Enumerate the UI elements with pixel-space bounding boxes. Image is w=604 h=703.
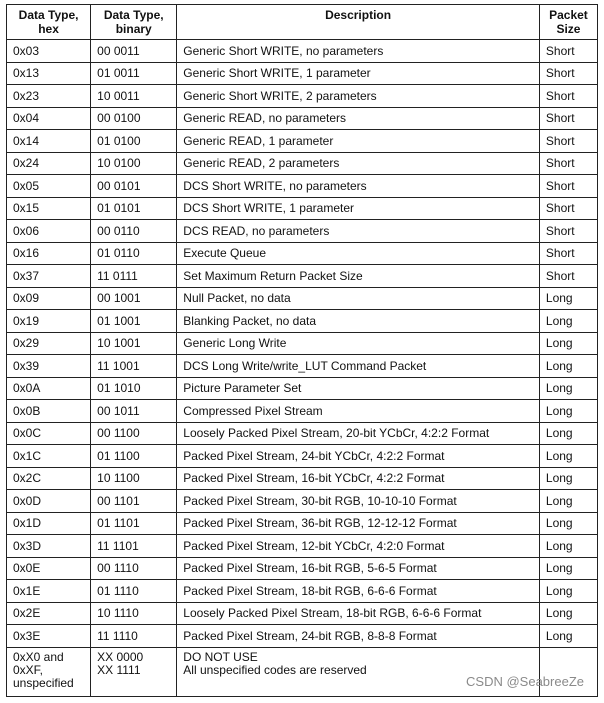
cell-packet-size: Long (539, 445, 597, 468)
cell-description: Packed Pixel Stream, 16-bit RGB, 5-6-5 Format (177, 557, 540, 580)
cell-hex: 0xX0 and 0xXF, unspecified (7, 647, 91, 696)
table-row (7, 422, 598, 445)
cell-binary: 01 1110 (91, 580, 177, 603)
cell-description: Loosely Packed Pixel Stream, 18-bit RGB, 6-6-6 Format (177, 602, 540, 625)
table-row (7, 40, 598, 63)
cell-hex: 0x0D (7, 490, 91, 513)
table-row (7, 602, 598, 625)
cell-binary: 00 1100 (91, 422, 177, 445)
cell-binary: 11 1001 (91, 355, 177, 378)
cell-description: DO NOT USE All unspecified codes are reserved (177, 647, 540, 696)
cell-hex: 0x0C (7, 422, 91, 445)
cell-hex: 0x2C (7, 467, 91, 490)
cell-hex: 0x0B (7, 400, 91, 423)
cell-binary: 00 0101 (91, 175, 177, 198)
cell-hex: 0x1D (7, 512, 91, 535)
cell-hex: 0x29 (7, 332, 91, 355)
cell-description: Generic Short WRITE, 2 parameters (177, 85, 540, 108)
cell-binary: 00 0011 (91, 40, 177, 63)
cell-description: Packed Pixel Stream, 12-bit YCbCr, 4:2:0 Format (177, 535, 540, 558)
cell-packet-size: Long (539, 287, 597, 310)
cell-hex: 0x06 (7, 220, 91, 243)
cell-description: DCS Short WRITE, 1 parameter (177, 197, 540, 220)
cell-packet-size: Short (539, 197, 597, 220)
cell-description: Packed Pixel Stream, 18-bit RGB, 6-6-6 Format (177, 580, 540, 603)
table-row (7, 220, 598, 243)
cell-binary: 01 1100 (91, 445, 177, 468)
cell-binary: 00 1001 (91, 287, 177, 310)
cell-hex: 0x0A (7, 377, 91, 400)
cell-description: Compressed Pixel Stream (177, 400, 540, 423)
cell-description: Packed Pixel Stream, 30-bit RGB, 10-10-10 Format (177, 490, 540, 513)
header-binary: Data Type, binary (91, 5, 177, 40)
cell-binary: 11 1110 (91, 625, 177, 648)
cell-packet-size: Short (539, 107, 597, 130)
table-row (7, 490, 598, 513)
cell-binary: 10 0100 (91, 152, 177, 175)
cell-binary: 00 1101 (91, 490, 177, 513)
cell-packet-size: Long (539, 602, 597, 625)
cell-description: DCS Long Write/write_LUT Command Packet (177, 355, 540, 378)
cell-binary: 01 0110 (91, 242, 177, 265)
table-row (7, 535, 598, 558)
header-hex: Data Type, hex (7, 5, 91, 40)
cell-packet-size: Short (539, 265, 597, 288)
cell-description: Loosely Packed Pixel Stream, 20-bit YCbCr, 4:2:2 Format (177, 422, 540, 445)
header-packet-size: Packet Size (539, 5, 597, 40)
cell-hex: 0x37 (7, 265, 91, 288)
cell-hex: 0x3E (7, 625, 91, 648)
cell-hex: 0x24 (7, 152, 91, 175)
table-row (7, 175, 598, 198)
cell-hex: 0x15 (7, 197, 91, 220)
cell-hex: 0x05 (7, 175, 91, 198)
table-row (7, 107, 598, 130)
cell-binary: 01 1010 (91, 377, 177, 400)
cell-description: Packed Pixel Stream, 36-bit RGB, 12-12-12 Format (177, 512, 540, 535)
cell-packet-size: Short (539, 220, 597, 243)
table-row (7, 580, 598, 603)
cell-packet-size: Long (539, 535, 597, 558)
cell-description: Execute Queue (177, 242, 540, 265)
cell-hex: 0x14 (7, 130, 91, 153)
cell-packet-size: Short (539, 242, 597, 265)
cell-description: Generic READ, 2 parameters (177, 152, 540, 175)
cell-packet-size: Short (539, 40, 597, 63)
cell-binary: 01 1101 (91, 512, 177, 535)
cell-packet-size: Short (539, 175, 597, 198)
cell-packet-size: Short (539, 85, 597, 108)
table-row (7, 242, 598, 265)
cell-binary: 01 0100 (91, 130, 177, 153)
table-row (7, 130, 598, 153)
table-header-row (7, 5, 598, 40)
cell-description: DCS Short WRITE, no parameters (177, 175, 540, 198)
cell-binary: 10 1100 (91, 467, 177, 490)
table-row (7, 625, 598, 648)
cell-binary: 10 1001 (91, 332, 177, 355)
cell-binary: 00 1011 (91, 400, 177, 423)
cell-description: Picture Parameter Set (177, 377, 540, 400)
cell-description: Generic Short WRITE, no parameters (177, 40, 540, 63)
cell-hex: 0x13 (7, 62, 91, 85)
cell-packet-size: Long (539, 422, 597, 445)
watermark-text: CSDN @SeabreeZe (466, 674, 584, 689)
cell-hex: 0x19 (7, 310, 91, 333)
header-description: Description (177, 5, 540, 40)
cell-packet-size: Long (539, 490, 597, 513)
table-row (7, 355, 598, 378)
table-row (7, 310, 598, 333)
cell-binary: 11 0111 (91, 265, 177, 288)
cell-hex: 0x0E (7, 557, 91, 580)
cell-binary: 11 1101 (91, 535, 177, 558)
cell-hex: 0x04 (7, 107, 91, 130)
table-row (7, 467, 598, 490)
cell-binary: 10 0011 (91, 85, 177, 108)
cell-binary: 01 0101 (91, 197, 177, 220)
cell-binary: 01 0011 (91, 62, 177, 85)
table-body (7, 40, 598, 697)
cell-packet-size: Short (539, 62, 597, 85)
cell-hex: 0x09 (7, 287, 91, 310)
table-row (7, 85, 598, 108)
cell-description: Packed Pixel Stream, 24-bit YCbCr, 4:2:2 Format (177, 445, 540, 468)
cell-packet-size: Long (539, 467, 597, 490)
cell-description: Generic READ, no parameters (177, 107, 540, 130)
cell-description: Packed Pixel Stream, 24-bit RGB, 8-8-8 Format (177, 625, 540, 648)
cell-binary: 10 1110 (91, 602, 177, 625)
cell-packet-size: Long (539, 332, 597, 355)
cell-packet-size: Long (539, 400, 597, 423)
table-row (7, 400, 598, 423)
table-row (7, 445, 598, 468)
cell-description: Null Packet, no data (177, 287, 540, 310)
cell-description: Set Maximum Return Packet Size (177, 265, 540, 288)
table-row (7, 557, 598, 580)
cell-packet-size: Long (539, 512, 597, 535)
table-row (7, 512, 598, 535)
cell-packet-size: Long (539, 355, 597, 378)
cell-binary: 00 0100 (91, 107, 177, 130)
table-row (7, 332, 598, 355)
table-row (7, 197, 598, 220)
cell-binary: 00 1110 (91, 557, 177, 580)
cell-packet-size: Long (539, 625, 597, 648)
cell-packet-size: Long (539, 580, 597, 603)
cell-binary: XX 0000 XX 1111 (91, 647, 177, 696)
cell-description: Packed Pixel Stream, 16-bit YCbCr, 4:2:2 Format (177, 467, 540, 490)
table-row (7, 287, 598, 310)
cell-hex: 0x1C (7, 445, 91, 468)
cell-packet-size: Long (539, 377, 597, 400)
cell-packet-size: Short (539, 130, 597, 153)
table-row (7, 152, 598, 175)
cell-hex: 0x1E (7, 580, 91, 603)
cell-hex: 0x39 (7, 355, 91, 378)
cell-packet-size: Long (539, 557, 597, 580)
cell-packet-size: Long (539, 310, 597, 333)
cell-description: Generic Long Write (177, 332, 540, 355)
cell-packet-size: Short (539, 152, 597, 175)
cell-binary: 01 1001 (91, 310, 177, 333)
table-row (7, 62, 598, 85)
cell-hex: 0x16 (7, 242, 91, 265)
cell-binary: 00 0110 (91, 220, 177, 243)
cell-hex: 0x03 (7, 40, 91, 63)
cell-hex: 0x2E (7, 602, 91, 625)
cell-description: Generic READ, 1 parameter (177, 130, 540, 153)
cell-description: DCS READ, no parameters (177, 220, 540, 243)
cell-hex: 0x23 (7, 85, 91, 108)
data-type-table (6, 4, 598, 697)
cell-description: Blanking Packet, no data (177, 310, 540, 333)
cell-hex: 0x3D (7, 535, 91, 558)
cell-description: Generic Short WRITE, 1 parameter (177, 62, 540, 85)
table-row (7, 265, 598, 288)
table-row (7, 377, 598, 400)
